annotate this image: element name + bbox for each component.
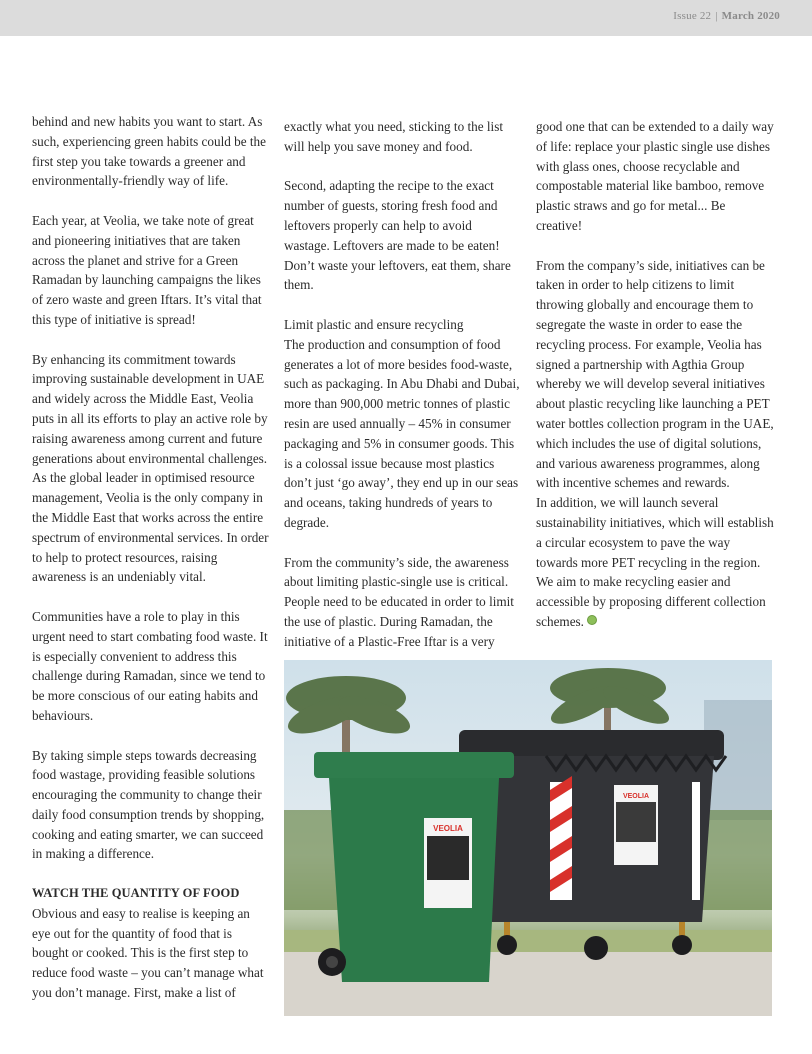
paragraph: exactly what you need, sticking to the list will help you save money and food. <box>284 119 504 154</box>
paragraph: From the community’s side, the awareness about limiting plastic-single use is critical. People need to be educated in order to limit the use of plastic. During Ramadan, the initiative of a Plastic-Free Iftar is a very <box>284 554 514 649</box>
issue-info <box>673 10 780 22</box>
article-column-2 <box>284 117 520 652</box>
issue-date: March 2020 <box>721 10 780 22</box>
paragraph: Obvious and easy to realise is keeping an eye out for the quantity of food that is bought or cooked. This is the first step to reduce food waste – you can’t manage what you don’t manage. First, make a list of <box>32 905 264 1001</box>
article-column-1 <box>32 112 270 1003</box>
waste-bins-illustration <box>284 660 772 1016</box>
paragraph: By enhancing its commitment towards improving sustainable development in UAE and widely across the Middle East, Veolia puts in all its efforts to play an active role by raising awareness among current and future generations about environmental challenges. As the global leader in optimised resource management, Veolia is the only company in the Middle East that works across the entire spectrum of environmental services. In order to help to protect resources, raising awareness is an undeniably vital. <box>32 351 269 585</box>
section-heading: WATCH THE QUANTITY OF FOOD <box>32 886 240 901</box>
paragraph-text: In addition, we will launch several sustainability initiatives, which will establish a circular ecosystem to pave the way towards more PET recycling in the region. We aim to make recycling easier and accessible by proposing different collection schemes. <box>536 495 774 629</box>
paragraph: Each year, at Veolia, we take note of great and pioneering initiatives that are taken across the planet and strive for a Green Ramadan by launching campaigns the likes of zero waste and green Iftars. It’s vital that this type of initiative is spread! <box>32 212 262 327</box>
paragraph: By taking simple steps towards decreasing food wastage, providing feasible solutions encouraging the community to change their daily food consumption trends by shopping, cooking and eating smarter, we can succeed in making a difference. <box>32 747 265 862</box>
issue-separator: | <box>715 10 718 22</box>
svg-text:VEOLIA: VEOLIA <box>433 824 463 833</box>
page-header-bar <box>0 0 812 36</box>
paragraph: behind and new habits you want to start. As such, experiencing green habits could be the first step you take towards a greener and environmentally-friendly way of life. <box>32 114 266 189</box>
paragraph: From the company’s side, initiatives can be taken in order to help citizens to limit throwing globally and encourage them to segregate the waste in order to ease the recycling process. For example, Veolia has signed a partnership with Agthia Group whereby we will develop several initiatives about plastic recycling like launching a PET water bottles collection program in the UAE, which includes the use of digital solutions, and various awareness programmes, along with incentive schemes and rewards. <box>536 257 774 491</box>
paragraph-last <box>536 493 774 632</box>
veolia-end-mark-icon <box>587 615 597 625</box>
paragraph: The production and consumption of food generates a lot of more besides food-waste, such as packaging. In Abu Dhabi and Dubai, more than 900,000 metric tonnes of plastic resin are used annually – 45% in consumer packaging and 5% in consumer goods. This is a colossal issue because most plastics don’t just ‘go away’, they end up in our seas and oceans, taking hundreds of years to degrade. <box>284 336 520 530</box>
paragraph: good one that can be extended to a daily way of life: replace your plastic single use dishes with glass ones, choose recyclable and compostable material like bamboo, remove plastic straws and go for metal... Be creative! <box>536 119 774 233</box>
subheading: Limit plastic and ensure recycling <box>284 316 464 332</box>
issue-number: Issue 22 <box>673 10 712 22</box>
paragraph: Communities have a role to play in this urgent need to start combating food waste. It is especially convenient to address this challenge during Ramadan, since we tend to be more conscious of our eating habits and behaviours. <box>32 608 268 723</box>
article-column-3 <box>536 117 774 632</box>
paragraph: Second, adapting the recipe to the exact number of guests, storing fresh food and leftovers properly can help to avoid wastage. Leftovers are made to be eaten! Don’t waste your leftovers, eat them, share them. <box>284 178 511 293</box>
waste-bins-photo <box>284 660 772 1016</box>
svg-text:VEOLIA: VEOLIA <box>622 793 650 800</box>
